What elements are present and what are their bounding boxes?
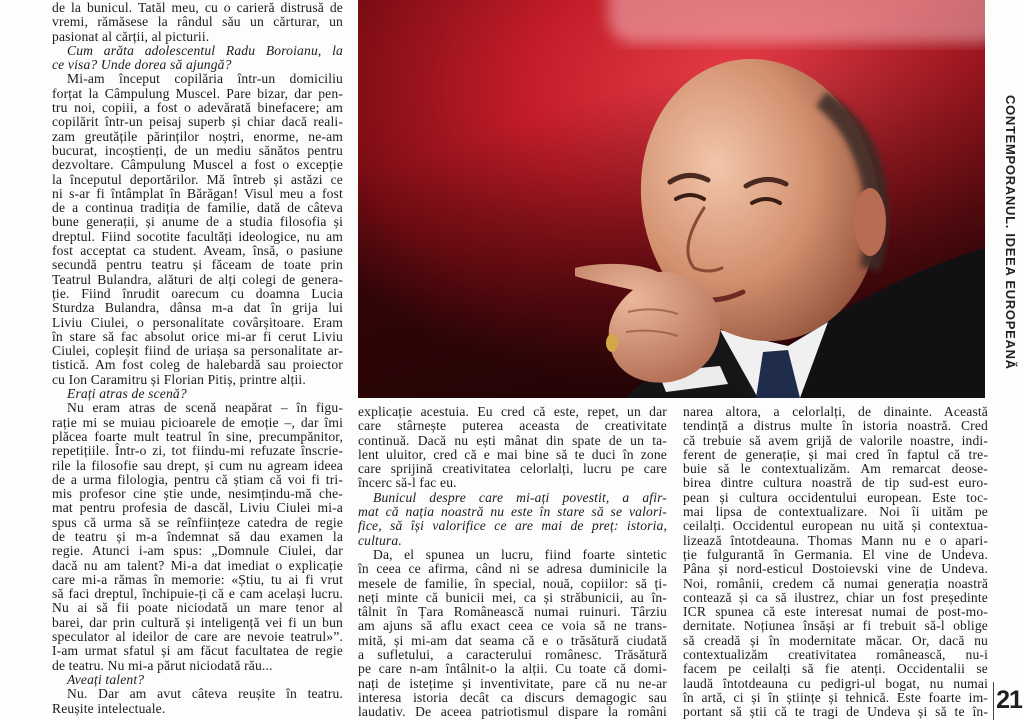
text-line: speculator al ideilor de care are nevoie teatrul»”.	[52, 629, 343, 645]
text-line: contextualizăm creativitatea românească, nu-i	[683, 647, 988, 663]
text-line: cu Ion Caramitru și Florian Pitiș, printre alții.	[52, 371, 306, 387]
text-line: nați de istețime și inventivitate, pare că nu ne-ar	[358, 675, 667, 691]
text-line: Teatrul Bulandra, alături de alți colegi de genera-	[52, 271, 343, 287]
text-line: zam greutățile părinților noștri, enorme, ne-am	[52, 128, 343, 144]
text-line: în stare să fac absolut orice mi-ar fi cerut Liviu	[52, 328, 343, 344]
text-line: dacă nu am talent? Mi-a dat imediat o explicație	[52, 557, 343, 573]
text-line: rație mi se muiau picioarele de emoție –, dar îmi	[52, 414, 343, 430]
right-text-column	[683, 405, 988, 720]
text-line: tistică. Am fost coleg de halebardă sau proiector	[52, 357, 343, 373]
text-line: Da, el spunea un lucru, fiind foarte sintetic	[373, 546, 667, 562]
interview-question	[358, 491, 667, 548]
text-line: copilărit într-un peisaj superb și chiar dacă reali-	[52, 114, 343, 130]
text-line: Mi-am început copilăria într-un domiciliu	[67, 71, 343, 87]
text-line: buie să le contextualizăm. Am remarcat deose-	[683, 461, 988, 477]
middle-text-column	[358, 405, 667, 720]
text-line: fice, să își valorifice ce are mai de preț: istoria,	[358, 518, 667, 534]
text-line: am ajuns să aflu exact ceea ce voia să ne trans-	[358, 618, 667, 634]
text-line: care mi-a rămas în memorie: «Știu, tu ai fi vrut	[52, 571, 343, 587]
speaker-ear	[854, 188, 886, 256]
text-line: Cum arăta adolescentul Radu Boroianu, la	[67, 42, 343, 58]
text-line: fost acceptat ca student. Aveam, însă, o pasiune	[52, 243, 343, 259]
section-title: CONTEMPORANUL. IDEEA EUROPEANĂ	[1003, 95, 1018, 370]
text-line: laudă întotdeauna cu pedigri-ul bogat, nu numai	[683, 675, 988, 691]
text-line: în artă, ci și în științe și tehnică. Este foarte im-	[683, 689, 988, 705]
text-line: regie. Atunci i-am spus: „Domnule Ciulei, dar	[52, 543, 343, 559]
text-line: Pâna și nord-esticul Dostoievski vine de Undeva.	[683, 561, 988, 577]
left-text-column	[52, 1, 343, 716]
text-line: repetițiile. Într-o zi, tot fiindu-mi refuzate înscrie-	[52, 443, 343, 459]
text-line: de teatru. Nu mi-a părut niciodată rău...	[52, 657, 273, 673]
text-line: narea altora, a celorlalți, de dinainte. Această	[683, 404, 988, 419]
text-line: ceilalți. Occidentul european nu uită și contextua-	[683, 518, 988, 534]
text-line: care sprijină creativitatea celorlalți, lucru pe care	[358, 461, 667, 477]
text-line: laudativ. De aceea patriotismul dispare la români	[358, 704, 667, 720]
text-line: dreptul. Fiind socotite facultăți ideologice, nu am	[52, 228, 343, 244]
text-line: Erați atras de scenă?	[67, 386, 187, 402]
text-line: ni s-ar fi întâmplat în Bărăgan! Visul meu a fost	[52, 185, 343, 201]
interview-question	[52, 387, 343, 401]
text-line: care stârnește puterea aceasta de creativitate	[358, 418, 667, 434]
text-line: vremi, rămăsese la rândul său un cărturar, un	[52, 14, 343, 30]
text-line: lizează întotdeauna. Thomas Mann nu e o apari-	[683, 532, 988, 548]
text-line: să faci dreptul, închipuie-ți că e cam același lucru.	[52, 586, 343, 602]
interview-question	[52, 44, 343, 73]
text-line: mis profesor cine știe unde, nesimțindu-mă che-	[52, 486, 343, 502]
text-line: a sufletului, a caracterului românesc. Trăsătură	[358, 647, 667, 663]
text-line: ție fulgurantă în Germania. El vine de Undeva.	[683, 546, 988, 562]
text-line: Noi, românii, credem că numai generația noastră	[683, 575, 988, 591]
text-line: de a urma filologia, pentru că știam că voi fi tri-	[52, 471, 343, 487]
photo-illustration	[358, 0, 985, 398]
text-line: birea dintre cultura noastră de tip sud-est euro-	[683, 475, 988, 491]
text-line: ICR spunea că este interesat numai de post-mo-	[683, 604, 988, 620]
text-line: interesa istoria decât ca discurs demagogic sau	[358, 689, 667, 705]
text-line: neți minte că bunicii mei, ca și străbunicii, au în-	[358, 589, 667, 605]
text-line: la începutul deportărilor. Mă întreb și astăzi ce	[52, 171, 343, 187]
text-line: portant să știi că te tragi de Undeva și să te în-	[683, 704, 988, 720]
text-line: contează și ca să ilustrez, chiar un fost președinte	[683, 589, 988, 605]
paragraph	[358, 548, 667, 720]
text-line: Sturdza Bulandra, dânsa m-a dat în grija lui	[52, 300, 343, 316]
text-line: I-am urmat sfatul și am făcut facultatea de regie	[52, 643, 343, 659]
text-line: barei, dar prin cultură și inteligență vei fi un bun	[52, 614, 343, 630]
text-line: Liviu Ciulei, o personalitate covârșitoare. Eram	[52, 314, 343, 330]
text-line: Nu. Dar am avut câteva reușite în teatru.	[67, 686, 343, 702]
text-line: Aveați talent?	[67, 671, 145, 687]
text-line: mai lipsa de contextualizare. Noi îi uităm pe	[683, 504, 988, 520]
text-line: explicație acestuia. Eu cred că este, repet, un dar	[358, 404, 667, 419]
interview-photo	[358, 0, 985, 398]
text-line: că trebuie să avem grijă de valorile noastre, indi-	[683, 432, 988, 448]
text-line: să creadă și în modernitate măcar. Or, dacă nu	[683, 632, 988, 648]
text-line: mită, și mi-am dat seama că e o trăsătură ciudată	[358, 632, 667, 648]
text-line: bune generații, și anume de a studia filosofia și	[52, 214, 343, 230]
text-line: tendință a distrus multe în istoria noastră. Cred	[683, 418, 988, 434]
text-line: bucurat, incoștienți, de un mediu sănătos pentru	[52, 142, 343, 158]
text-line: lent uluitor, cred că e mai bine să te duci în zone	[358, 446, 667, 462]
paragraph	[52, 72, 343, 387]
text-line: Nu eram atras de scenă neapărat – în figu-	[67, 400, 343, 416]
text-line: tru noi, copiii, a fost o adevărată binefacere; am	[52, 100, 343, 116]
text-line: ție. Fiind înrudit oarecum cu doamna Lucia	[52, 285, 343, 301]
text-line: în ceea ce afirma, când ni se adresa duminicile la	[358, 561, 667, 577]
ring	[606, 334, 618, 352]
text-line: facem pe ceilalți să fie atenți. Occidentalii se	[683, 661, 988, 677]
text-line: de a continua tradiția de familie, dată de câteva	[52, 200, 343, 216]
text-line: pasionat al cărții, al picturii.	[52, 28, 210, 44]
interview-question	[52, 673, 343, 687]
text-line: rile la filosofie sau drept, și cum nu agream ideea	[52, 457, 343, 473]
text-line: Ciulei, copleșit fiind de uriașa sa personalitate ar-	[52, 343, 343, 359]
banner-glow	[608, 0, 985, 43]
paragraph	[52, 401, 343, 673]
text-line: continuă. Dacă nu ești mânat din spate de un ta-	[358, 432, 667, 448]
text-line: dernitate. Noțiunea însăși ar fi trebuit să-l oblige	[683, 618, 988, 634]
text-line: tâlnit în Țara Românească numai ruinuri. Târziu	[358, 604, 667, 620]
paragraph	[683, 405, 988, 720]
text-line: Bunicul despre care mi-ați povestit, a afir-	[373, 489, 667, 505]
text-line: spus că urma să se reînființeze catedra de regie	[52, 514, 343, 530]
text-line: mesele de familie, în special, nouă, copiilor: să ți-	[358, 575, 667, 591]
paragraph	[52, 1, 343, 44]
paragraph	[358, 405, 667, 491]
text-line: pe care n-am întâlnit-o la alții. Cu toate că domi-	[358, 661, 667, 677]
page-number: 21	[993, 682, 1024, 720]
text-line: ferent de generație, și mai cred în faptul că tre-	[683, 446, 988, 462]
text-line: cultura.	[358, 532, 402, 548]
text-line: plăcea foarte mult teatrul în sine, precumpănitor,	[52, 428, 343, 444]
text-line: pean și cultura occidentului european. Este toc-	[683, 489, 988, 505]
text-line: dezvoltare. Câmpulung Muscel a fost o excepție	[52, 157, 343, 173]
text-line: ce visa? Unde dorea să ajungă?	[52, 57, 232, 73]
text-line: mat pentru profesia de dascăl, Liviu Ciulei mi-a	[52, 500, 343, 516]
text-line: de teatru și m-a îndemnat să dau examen la	[52, 528, 343, 544]
text-line: forțat la Câmpulung Muscel. Pare bizar, dar pen-	[52, 85, 343, 101]
text-line: încerc să-l fac eu.	[358, 475, 457, 491]
text-line: de la bunicul. Tatăl meu, cu o carieră distrusă de	[52, 0, 343, 15]
paragraph	[52, 687, 343, 716]
text-line: Nu ai să fii poate niciodată un mare tenor al	[52, 600, 343, 616]
text-line: Reușite intelectuale.	[52, 700, 166, 716]
text-line: mat că nația noastră nu este în stare să se valori-	[358, 504, 667, 520]
text-line: secundă pentru teatru și făceam de toate prin	[52, 257, 343, 273]
